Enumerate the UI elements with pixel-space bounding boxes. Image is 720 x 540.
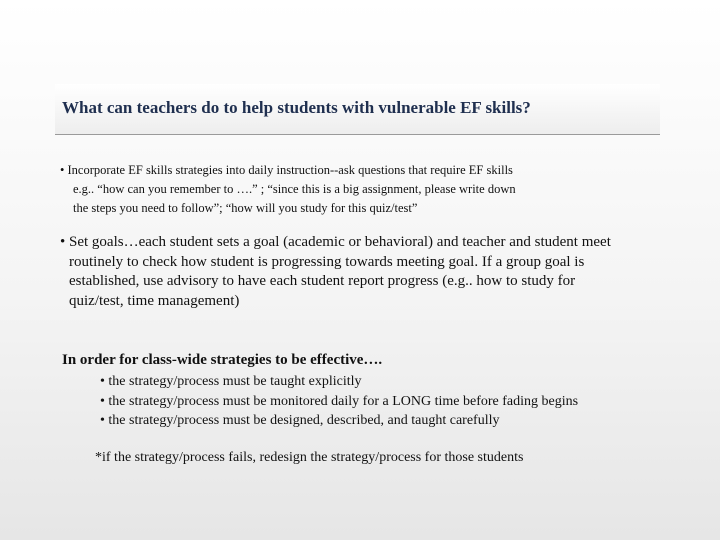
bullet-line: • Incorporate EF skills strategies into daily instruction--ask questions that require EF skills (60, 163, 513, 177)
title-divider (55, 134, 660, 135)
bullet-line: • Set goals…each student sets a goal (academic or behavioral) and teacher and student meet (60, 234, 611, 250)
bullet-line: e.g.. “how can you remember to ….” ; “since this is a big assignment, please write down (73, 182, 516, 196)
bullet-ef-instruction (60, 161, 516, 218)
slide-title: What can teachers do to help students with vulnerable EF skills? (62, 98, 531, 117)
classwide-list (100, 372, 578, 431)
bullet-line: established, use advisory to have each student report progress (e.g.. how to study for (69, 273, 576, 289)
bullet-line: the steps you need to follow”; “how will you study for this quiz/test” (73, 201, 418, 215)
classwide-heading: In order for class-wide strategies to be effective…. (62, 352, 383, 368)
bullet-line: routinely to check how student is progressing towards meeting goal. If a group goal is (69, 253, 585, 270)
list-item: • the strategy/process must be taught explicitly (100, 374, 362, 389)
bullet-line: quiz/test, time management) (69, 292, 240, 309)
list-item: • the strategy/process must be monitored daily for a LONG time before fading begins (100, 393, 579, 409)
footnote: *if the strategy/process fails, redesign the strategy/process for those students (95, 450, 524, 465)
bullet-set-goals (60, 233, 611, 311)
list-item: • the strategy/process must be designed, described, and taught carefully (100, 413, 500, 428)
